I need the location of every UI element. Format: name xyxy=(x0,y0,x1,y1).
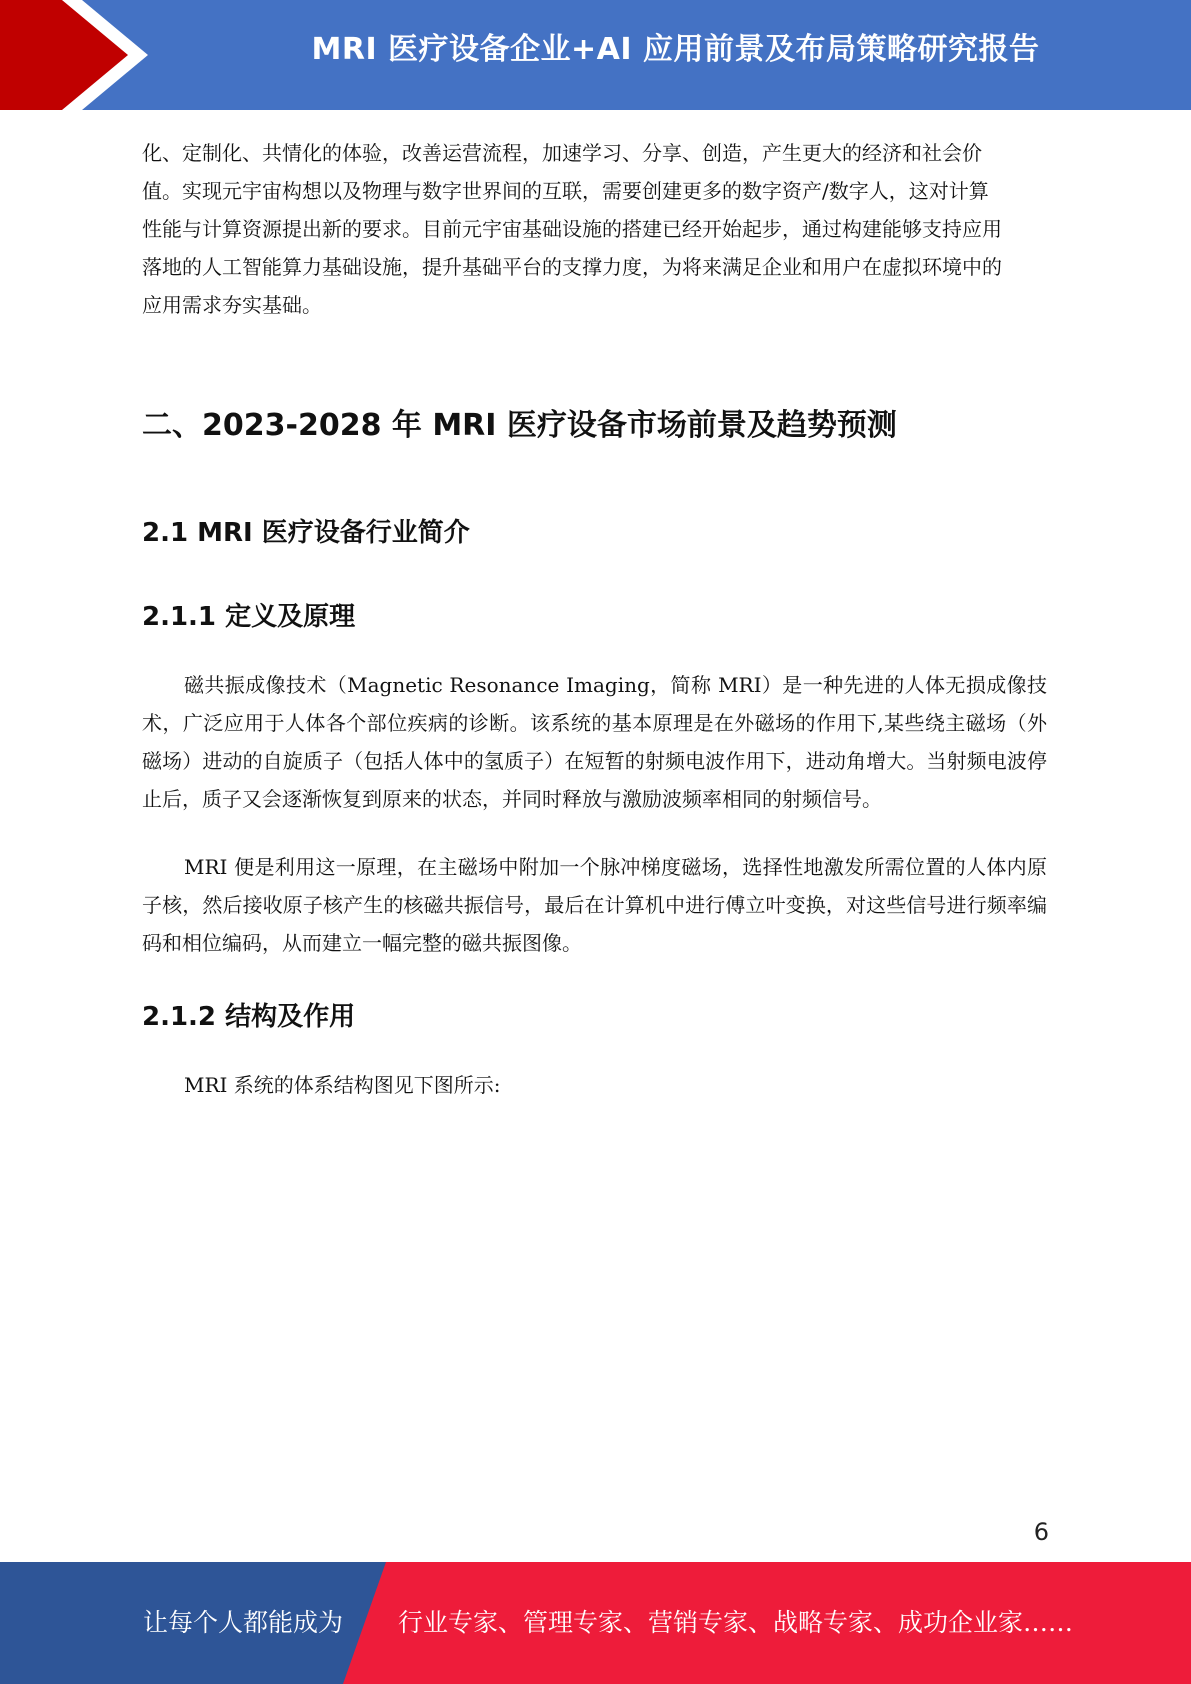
subsection-heading-2-1: 2.1 MRI 医疗设备行业简介 xyxy=(142,518,470,548)
page-footer xyxy=(0,1562,1191,1684)
structure-paragraph xyxy=(142,1066,1047,1104)
header-title: MRI 医疗设备企业+AI 应用前景及布局策略研究报告 xyxy=(311,32,1040,67)
header-red-arrow xyxy=(0,0,148,110)
footer-slogan-left: 让每个人都能成为 xyxy=(143,1608,344,1637)
principle-paragraph xyxy=(142,848,1047,962)
page-header xyxy=(0,0,1191,110)
page-number: 6 xyxy=(1033,1518,1049,1546)
intro-paragraph xyxy=(142,134,1047,324)
intro-line: 化、定制化、共情化的体验，改善运营流程，加速学习、分享、创造，产生更大的经济和社会价 xyxy=(142,141,982,165)
principle-text: MRI 便是利用这一原理，在主磁场中附加一个脉冲梯度磁场，选择性地激发所需位置的人体内原子核，然后接收原子核产生的核磁共振信号，最后在计算机中进行傅立叶变换，对这些信号进行频率编码和相位编码，从而建立一幅完整的磁共振图像。 xyxy=(142,855,1047,955)
definition-text: 磁共振成像技术（Magnetic Resonance Imaging，简称 MRI）是一种先进的人体无损成像技术，广泛应用于人体各个部位疾病的诊断。该系统的基本原理是在外磁场的作用下,某些绕主磁场（外磁场）进动的自旋质子（包括人体中的氢质子）在短暂的射频电波作用下，进动角增大。当射频电波停止后，质子又会逐渐恢复到原来的状态，并同时释放与激励波频率相同的射频信号。 xyxy=(142,673,1047,811)
intro-line: 值。实现元宇宙构想以及物理与数字世界间的互联，需要创建更多的数字资产/数字人，这对计算 xyxy=(142,179,989,203)
subsection-heading-2-1-2: 2.1.2 结构及作用 xyxy=(142,1002,356,1032)
subsection-heading-2-1-1: 2.1.1 定义及原理 xyxy=(142,602,356,632)
definition-paragraph xyxy=(142,666,1047,818)
structure-text: MRI 系统的体系结构图见下图所示: xyxy=(184,1073,501,1097)
intro-line: 应用需求夯实基础。 xyxy=(142,293,322,317)
intro-line: 性能与计算资源提出新的要求。目前元宇宙基础设施的搭建已经开始起步，通过构建能够支持应用 xyxy=(142,217,1002,241)
section-heading: 二、2023-2028 年 MRI 医疗设备市场前景及趋势预测 xyxy=(142,408,897,443)
intro-line: 落地的人工智能算力基础设施，提升基础平台的支撑力度，为将来满足企业和用户在虚拟环境中的 xyxy=(142,255,1002,279)
footer-slogan-right: 行业专家、管理专家、营销专家、战略专家、成功企业家…… xyxy=(398,1608,1074,1637)
